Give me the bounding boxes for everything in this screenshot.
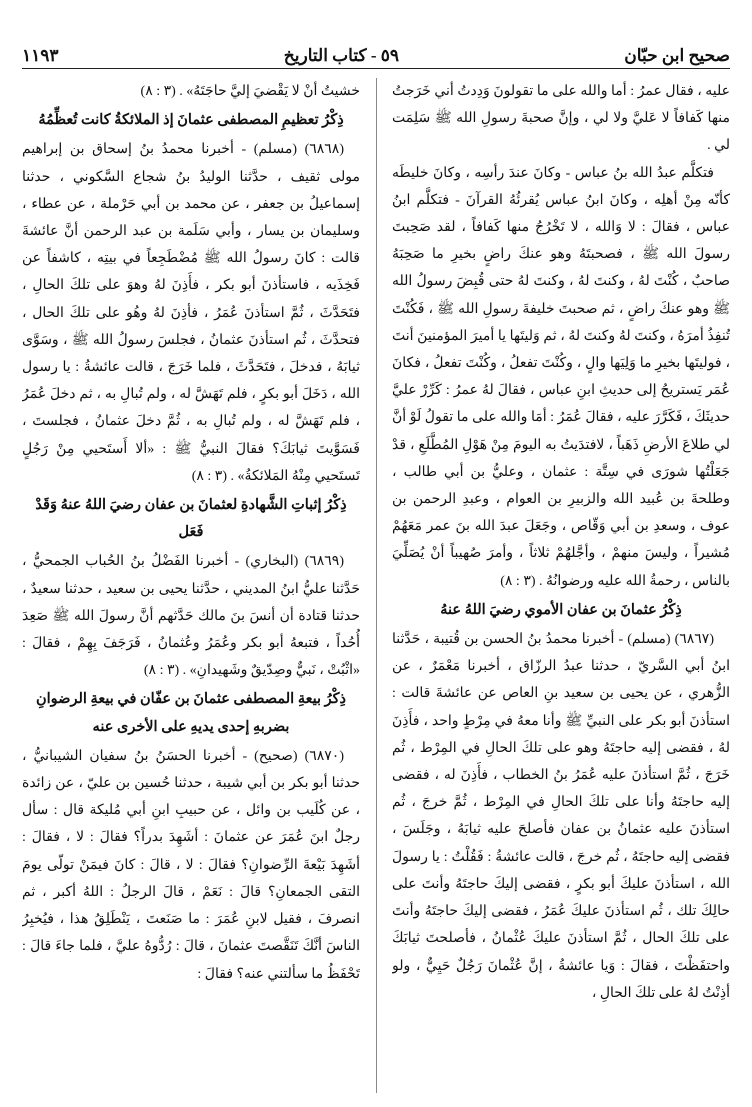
section-heading: ذِكْرُ بيعةِ المصطفى عثمانَ بن عفّان في بيعةِ الرضوانِ بضربهِ إحدى يديهِ على الأخرى عنه [36, 691, 346, 735]
paragraph: (٦٨٦٨) (مسلم) - أخبرنا محمدُ بنُ إسحاق بن إبراهيم مولى ثقيف ، حدَّثنا الوليدُ بنُ شجاع السَّكوني ، حدثنا إسماعيلُ بن جعفر ، عن محمد بن أبي حَرْملة ، عن عطاء ، وسليمان بن يسار ، وأبي سَلَمة بن عبد الرحمن أنَّ عائشةَ قالت : كانَ رسولُ الله ﷺ مُضْطَجِعاً في بيتِه ، كاشفاً عن فَخِذَيه ، فاستأذنَ أبو بكر ، فأَذِنَ لهُ وهوَ على تلكَ الحالِ ، فتَحَدَّثَ ، ثُمَّ استأذنَ عُمَرُ ، فأذِنَ لهُ وهُو على تلكَ الحال ، فتحدَّثَ ، ثُم استأذنَ عثمانُ ، فجلسَ رسولُ الله ﷺ ، وسَوَّى ثيابَهُ ، فدخلَ ، فتَحَدَّثَ ، فلما خَرَجَ ، قالت عائشةُ : يا رسول الله ، دَخَلَ أبو بكرٍ ، فلم تَهَشَّ له ، ولم تُبالِ به ، ثم دخلَ عُمَرُ ، فلم تَهَشَّ له ، ولم تُبالِ به ، ثُمَّ دخلَ عثمانُ ، فجلستَ ، فَسَوَّيتَ ثيابَكَ؟ فقالَ النبيُّ ﷺ : «ألا أَستَحيي مِنْ رَجُلٍ تَستَحيي مِنْهُ المَلائكةُ» . (٣ : ٨) [22, 142, 360, 484]
header-rule [22, 68, 730, 69]
section-heading: ذِكْرُ عثمانَ بن عفان الأموي رضيَ اللهُ عنهُ [440, 601, 682, 618]
section-heading: ذِكْرُ تعظيمِ المصطفى عثمانَ إذ الملائكةُ كانت تُعظِّمُهُ [38, 112, 344, 129]
paragraph: (٦٨٧٠) (صحيح) - أخبرنا الحسَنُ بنُ سفيان الشيبانيُّ ، حدثنا أبو بكر بن أبي شيبة ، حدثنا حُسين بن عليّ ، عن زائدة ، عن كُلَيب بن وائل ، عن حبيبِ ابنِ أبي مُليكة قال : سأل رجلٌ ابنَ عُمَرَ عن عثمانَ : أشَهِدَ بدراً؟ فقالَ : لا ، فقالَ : أشَهِدَ بَيْعةَ الرِّضوانِ؟ فقالَ : لا ، قالَ : كانَ فيمَنْ تولّى يومَ التقى الجمعانِ؟ قالَ : نَعَمْ ، قالَ الرجلُ : اللهُ أكبر ، ثم انصرفَ ، فقيل لابنِ عُمَرَ : ما صَنَعتَ ، يَنْطَلِقُ هذا ، فيُخبِرُ الناسَ أنَّكَ تَنَقَّصتَ عثمانَ ، قالَ : رُدُّوهُ عليَّ ، فلما جاءَ قالَ : تَحْفَظُ ما سألتني عنه؟ فقالَ : [22, 748, 360, 982]
paragraph: خشيتُ أنْ لا يَقْضيَ إليَّ حاجَتَهُ» . (٣ : ٨) [140, 84, 360, 99]
column-divider [376, 78, 377, 1093]
page-header [22, 38, 730, 66]
chapter-title: ٥٩ - كتاب التاريخ [283, 46, 400, 65]
section-heading: ذِكْرُ إثباتِ الشَّهادةِ لعثمانَ بن عفان رضيَ اللهُ عنهُ وَقَدْ فَعَل [35, 497, 347, 541]
paragraph: عليه ، فقال عمرُ : أما والله على ما تقولونَ وَدِدتُ أني خَرَجتُ منها كَفافاً لا عَليَّ ولا لي ، وإنَّ صحبةَ رسولِ الله ﷺ سَلِمَت لي . [392, 84, 730, 154]
book-title: صحيح ابن حبّان [624, 46, 730, 65]
left-column [22, 78, 360, 1093]
right-column [392, 78, 730, 1093]
paragraph: (٦٨٦٧) (مسلم) - أخبرنا محمدُ بنُ الحسن بن قُتيبة ، حَدَّثنا ابنُ أبي السَّريّ ، حدثنا عبدُ الرزّاق ، أخبرنا مَعْمَرٌ ، عن الزُّهري ، عن يحيى بن سعيد بنِ العاص عن عائشةَ قالت : استأذنَ أبو بكر على النبيِّ ﷺ وأنا معهُ في مِرْطٍ واحد ، فأَذِنَ لهُ ، فقضى إليه حاجتَهُ وهو على تلكَ الحالِ في المِرْط ، ثُم خَرَجَ ، ثُمَّ استأذنَ عليه عُمَرُ بنُ الخطاب ، فأَذِنَ له ، فقضى إليه حاجتَهُ وأنا على تلكَ الحالِ في المِرْط ، ثُمَّ خرجَ ، ثُم استأذنَ عليه عثمانُ بن عفان فأصلحَ عليه ثيابَهُ ، وجَلَسَ ، فقضى إليه حاجتَهُ ، ثُم خرجَ ، قالت عائشةُ : فَقُلْتُ : يا رسولَ الله ، استأذنَ عليكَ أبو بكرٍ ، فقضى إليكَ حاجتَهُ وأنتَ على حالِكَ تلك ، ثُم استأذنَ عليكَ عُمَرُ ، فقضى إليكَ حاجتَهُ وأنتَ على تلكَ الحال ، ثُمَّ استأذنَ عليكَ عُثْمانُ ، فأصلحتَ ثيابَكَ واحتفَظْتَ ، فقالَ : وَيا عائشةُ ، إنَّ عُثْمانَ رَجُلٌ حَيِيٌّ ، ولو أذِنْتُ لهُ على تلكَ الحالِ ، [392, 632, 730, 1001]
paragraph: فتكلَّم عبدُ الله بنُ عباس - وكانَ عندَ رأسِه ، وكانَ خليطَه كأنّه مِنْ أهلِه ، وكانَ ابنُ عباس يُقرئُهُ القرآنَ - فتكلَّم ابنُ عباس ، فقالَ : لا وَالله ، لا تَخْرُجُ منها كَفافاً ، لقد صَحِبتَ رسولَ الله ﷺ ، فصحبتَهُ وهو عنكَ راضٍ بخيرِ ما صَحِبَهُ صاحبٌ ، كُنْتَ لهُ ، وكنتَ لهُ ، وكنتَ لهُ حتى قُبِضَ رسولُ الله ﷺ وهو عنكَ راضٍ ، ثم صحبتَ خليفةَ رسولِ الله ﷺ ، فَكُنْتَ تُنفِذُ أمرَهُ ، وكنتَ لهُ وكنتَ لهُ ، ثم وَليتَها يا أميرَ المؤمنينَ أنتَ ، فوليتَها بخيرِ ما وَلِيَها والٍ ، وكُنْتَ تفعلُ ، وكُنْتَ تفعلُ ، فكانَ عُمَر يَستريحُ إلى حديثِ ابنِ عباس ، فقالَ لهُ عمرُ : كَرِّرْ عليَّ حديثَكَ ، فَكَرَّرَ عليه ، فقالَ عُمَرُ : أمَا والله على ما تقولُ لَوْ أنَّ لي طلاعَ الأرضِ ذَهَباً ، لافتدَيتُ به اليومَ مِنْ هَوْلِ المُطَّلَعِ ، قدْ جَعَلْتُها شورَى في سِتَّة : عثمان ، وعليُّ بن أبي طالب ، وطلحةَ بن عُبيد الله والزبيرِ بن العوام ، وعبدِ الرحمن بن عوف ، وسعدِ بن أبي وَقّاص ، وجَعَلَ عبدَ الله بنَ عمر مَعَهُمْ مُشيراً ، وليسَ منهمْ ، وأجَّلهُمْ ثلاثاً ، وأمرَ صُهيباً أنْ يُصَلِّيَ بالناس ، رحمةُ الله عليه ورضوانُهُ . (٣ : ٨) [392, 165, 730, 589]
paragraph: (٦٨٦٩) (البخاري) - أخبرنا الفَضْلُ بنُ الحُباب الجمحيُّ ، حَدَّثنا عليُّ ابنُ المديني ، حدَّثنا يحيى بن سعيد ، حدثنا سعيدٌ ، حدثنا قتادة أن أنسَ بنَ مالك حَدَّثهم أنَّ رسولَ الله ﷺ صَعِدَ أُحُداً ، فتبعهُ أبو بكر وعُمَرُ وعُثمانُ ، فَرَجَفَ بِهِمْ ، فقالَ : «اثْبُتْ ، نَبيٌّ وصِدّيقٌ وشَهيدانِ» . (٣ : ٨) [22, 554, 360, 679]
page-number: ١١٩٣ [22, 46, 59, 65]
